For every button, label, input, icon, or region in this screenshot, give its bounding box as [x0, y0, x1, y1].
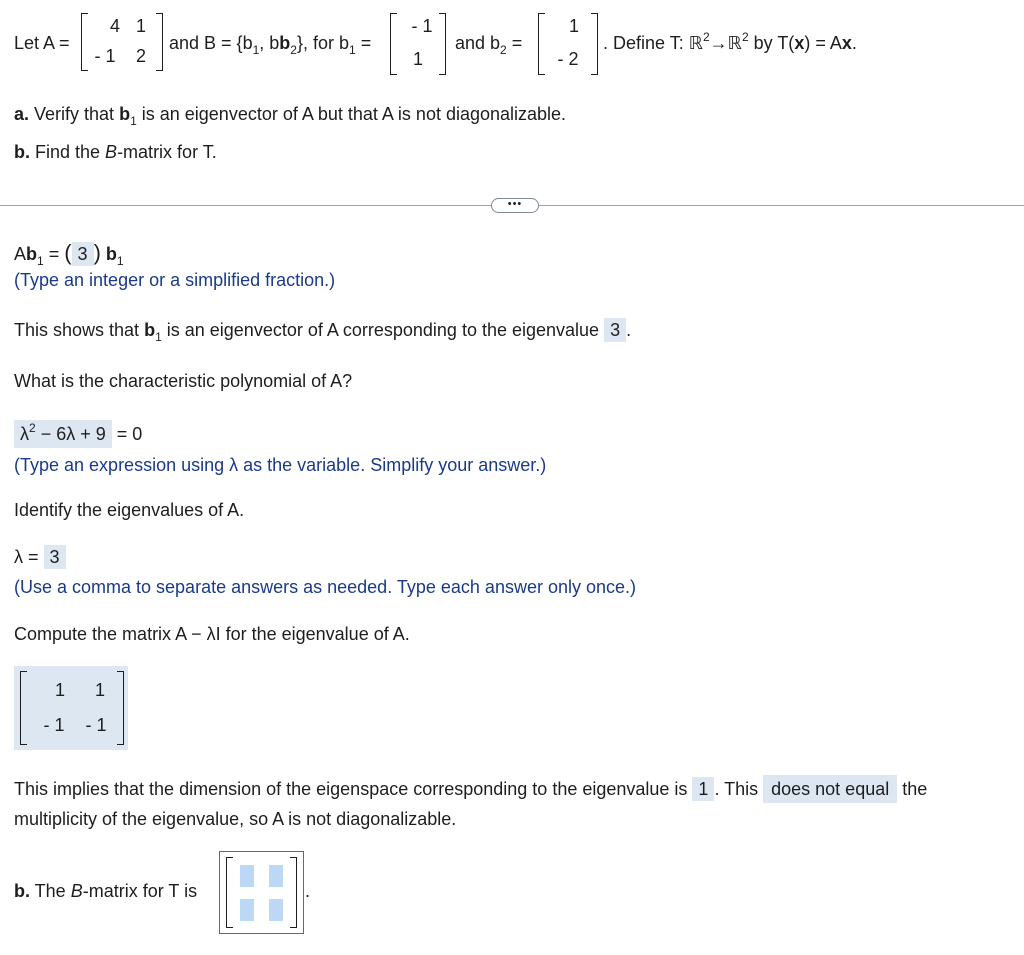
identify-eigenvalues: Identify the eigenvalues of A. [14, 500, 245, 520]
char-poly-equation: $\lambda^2 - 6\lambda + 9 = 0$ [14, 424, 142, 445]
let-a-label: Let A = [14, 33, 70, 53]
char-poly-answer-field[interactable]: $\lambda^2 - 6\lambda + 9$ [14, 420, 112, 448]
lambda-answer-field[interactable]: 3 [44, 545, 66, 569]
matrix-ali-cell: - 1 [85, 715, 107, 735]
eigenvector-statement: This shows that $b_1$ is an eigenvector of A corresponding to the eigenvalue 3 . [14, 320, 632, 344]
matrix-a-minus-lambda-i[interactable] [14, 666, 128, 750]
matrix-a-cell: - 1 [94, 46, 116, 66]
eigenvalue-answer-field[interactable]: 3 [604, 318, 626, 342]
b-matrix-entry-cell[interactable] [269, 865, 283, 887]
ab1-answer-field[interactable]: 3 [72, 242, 94, 266]
expand-toggle-button[interactable]: ••• [491, 198, 539, 213]
problem-b2-text: and $b_2$ = [455, 33, 523, 57]
part-b-instruction: b. Find the B-matrix for T. [14, 142, 217, 162]
b-matrix-entry-cell[interactable] [240, 899, 254, 921]
hint-integer-fraction: (Type an integer or a simplified fraction.) [14, 270, 336, 290]
b-matrix-prompt: b. The B-matrix for T is [14, 881, 198, 901]
vector-b1-cell: 1 [412, 49, 423, 69]
matrix-a-cell: 2 [135, 46, 146, 66]
matrix-a [81, 13, 163, 71]
matrix-ali-cell: - 1 [43, 715, 65, 735]
vector-b2-cell: 1 [568, 16, 579, 36]
b-matrix-entry-cell[interactable] [240, 865, 254, 887]
vector-b2 [538, 13, 598, 75]
hint-comma-separate: (Use a comma to separate answers as needed. Type each answer only once.) [14, 577, 637, 597]
dimension-answer-field[interactable]: 1 [692, 777, 714, 801]
b-matrix-period: . [305, 881, 311, 901]
char-poly-question: What is the characteristic polynomial of A? [14, 371, 353, 391]
diagonalizable-conclusion: multiplicity of the eigenvalue, so A is not diagonalizable. [14, 809, 457, 829]
hint-lambda-expression: (Type an expression using λ as the variable. Simplify your answer.) [14, 455, 547, 475]
lambda-equation: λ = 3 [14, 547, 66, 568]
compute-matrix-prompt: Compute the matrix A − λI for the eigenvalue of A. [14, 624, 410, 644]
part-a-instruction: a. Verify that $b_1$ is an eigenvector of A but that A is not diagonalizable. [14, 104, 567, 128]
b-matrix-entry-cell[interactable] [269, 899, 283, 921]
matrix-a-cell: 4 [109, 16, 120, 36]
problem-statement [14, 33, 70, 54]
dimension-statement: This implies that the dimension of the eigenspace corresponding to the eigenvalue is 1 . This does not equal the [14, 779, 927, 800]
matrix-ali-cell: 1 [94, 680, 105, 700]
matrix-ali-cell: 1 [54, 680, 65, 700]
vector-b2-cell: - 2 [557, 49, 579, 69]
problem-define-t: . Define T: ℝ$^2$→ℝ$^2$ by T(x) = Ax. [603, 30, 857, 53]
equality-dropdown[interactable]: does not equal [763, 775, 897, 803]
ab1-equation: $Ab_1$ = ( 3 ) $b_1$ [14, 240, 124, 268]
matrix-a-cell: 1 [135, 16, 146, 36]
problem-basis-text: and $B = \{b_1$, $bb_2$}, for $b_1$ = [169, 33, 372, 57]
vector-b1 [390, 13, 446, 75]
b-matrix-answer-input[interactable] [219, 851, 304, 934]
vector-b1-cell: - 1 [411, 16, 433, 36]
